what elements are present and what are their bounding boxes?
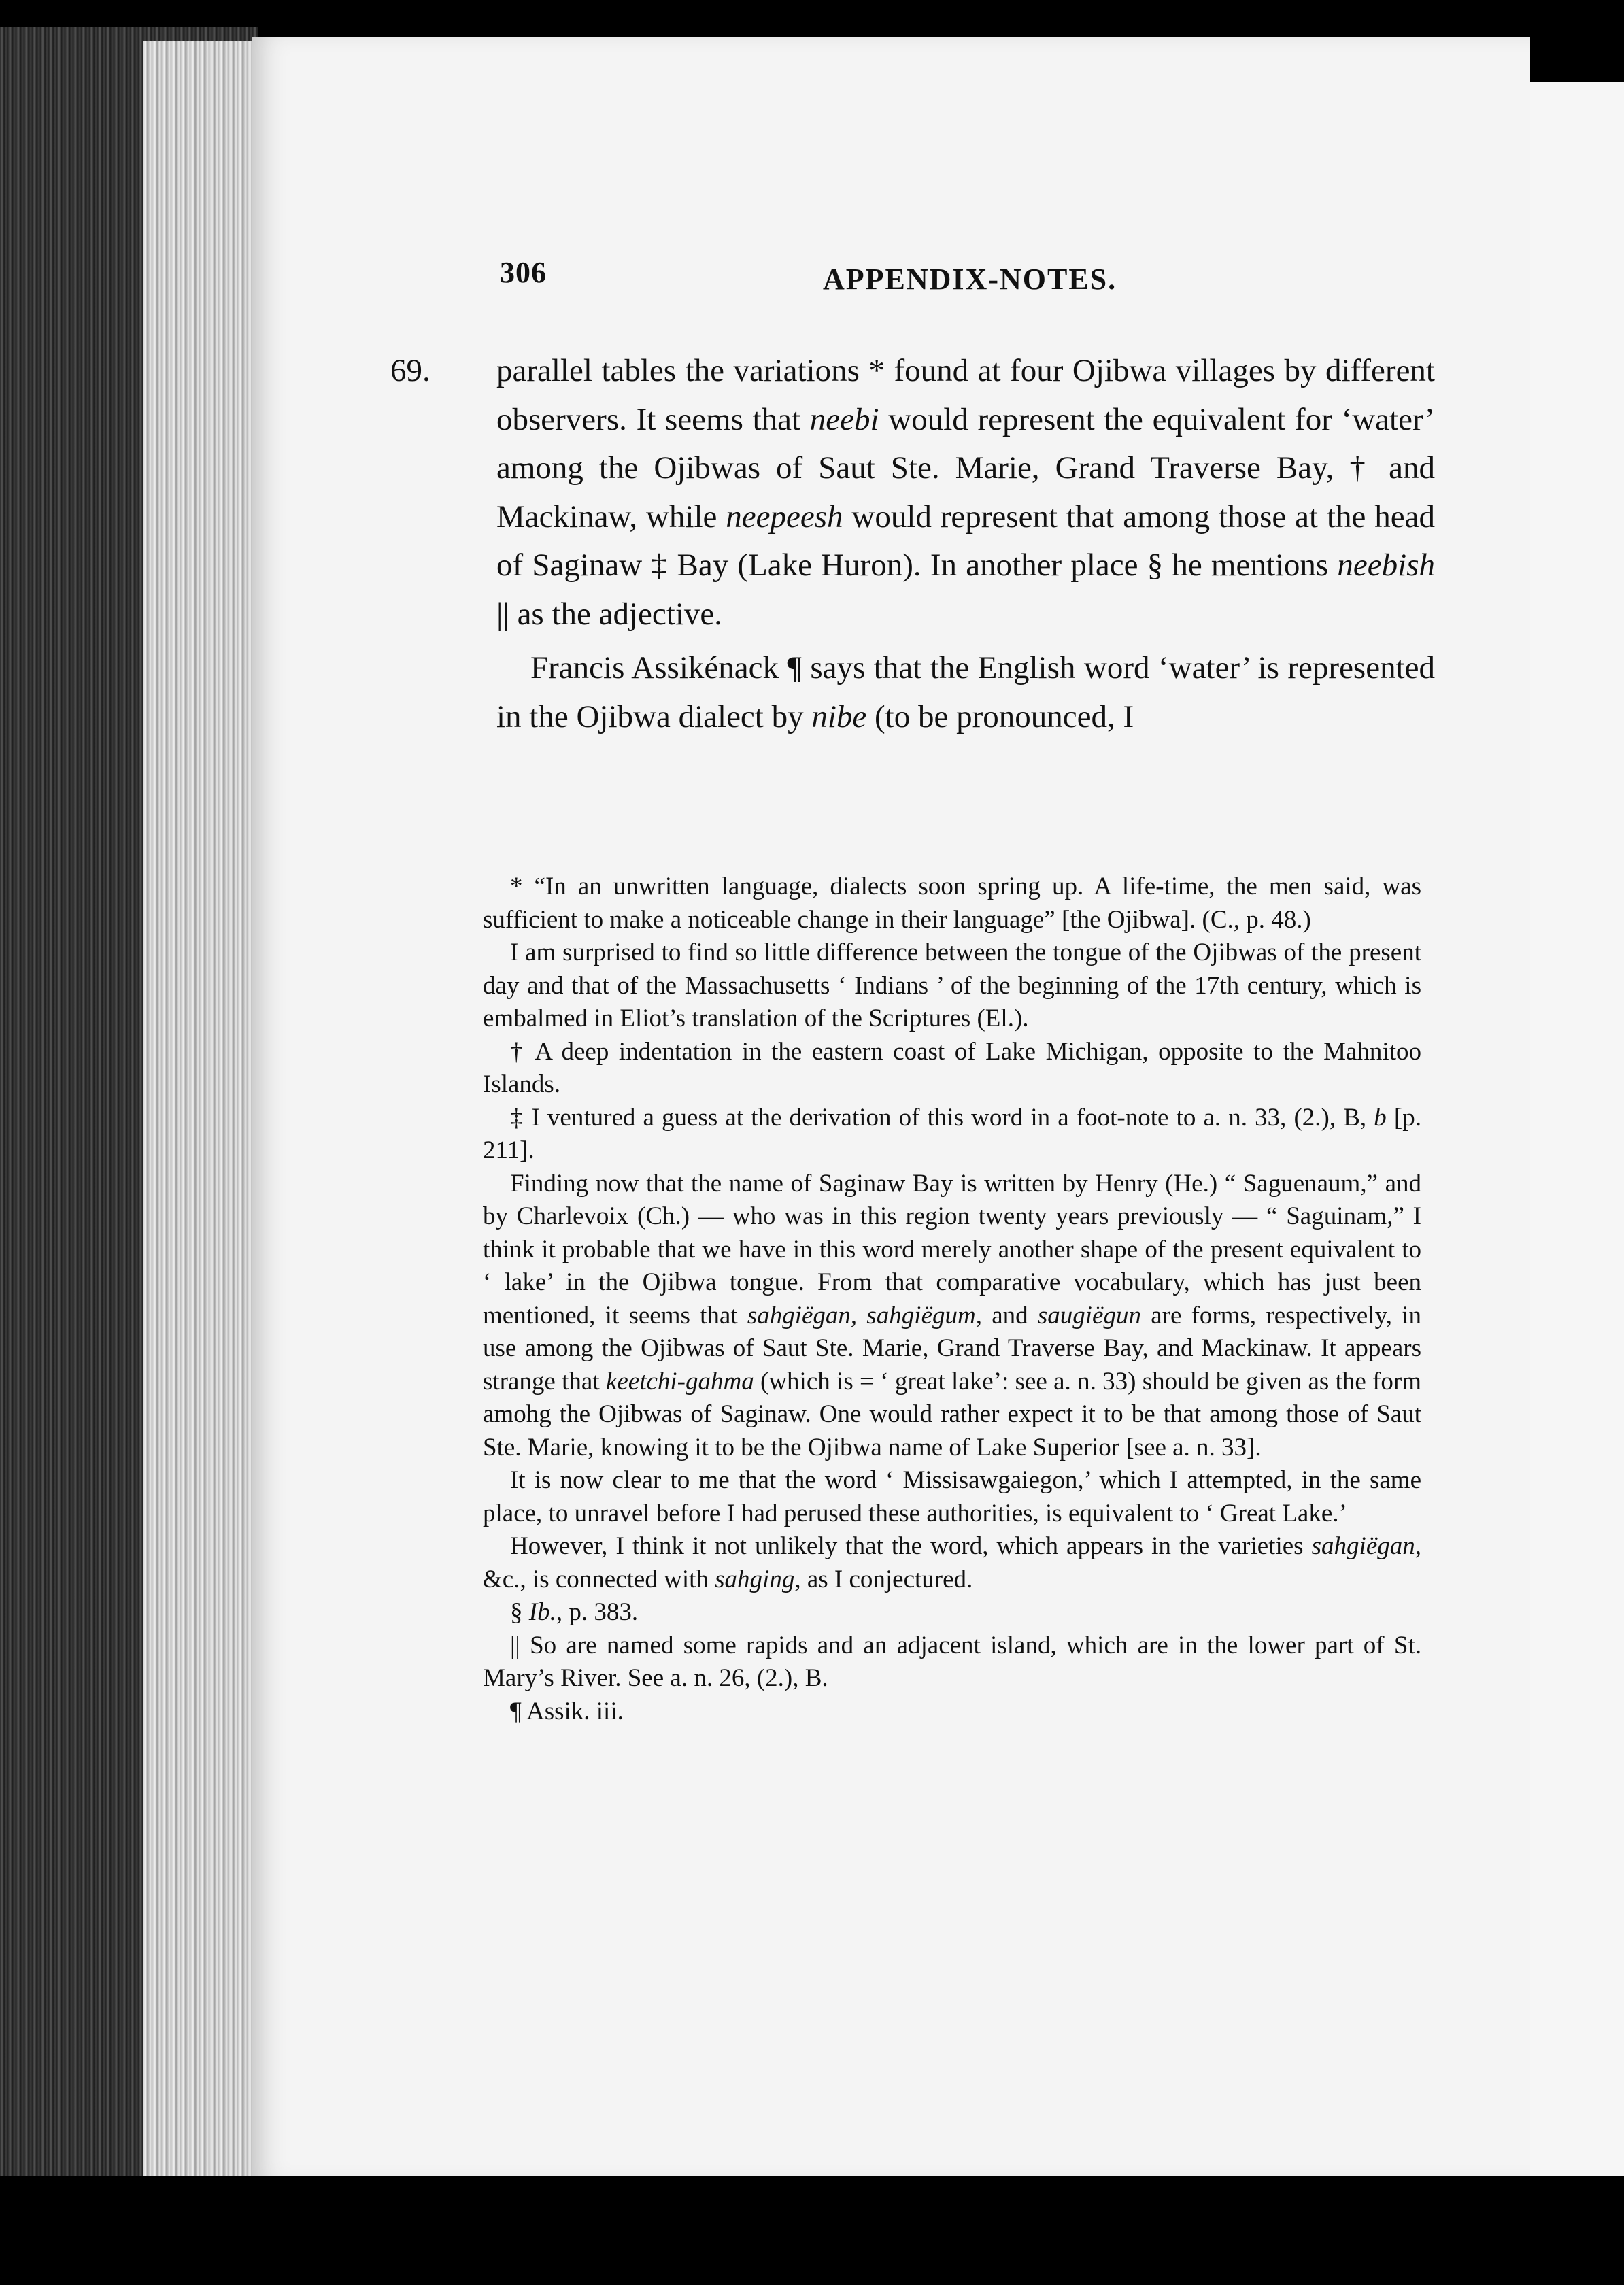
text-span: (which is = ‘ great lake’: see a. n. 33) should be given as the form amohg the Ojibwas of Saginaw. One would rather expect it to be that among those of Saut Ste. Marie, knowing it to be the Ojibwa name of Lake Superior [see a. n. 33].	[483, 1367, 1421, 1461]
italic-word: Ib.	[528, 1598, 556, 1626]
main-text	[390, 347, 1435, 741]
scan-background	[0, 2176, 1624, 2285]
italic-word: sahging,	[715, 1565, 801, 1593]
page-number: 306	[500, 256, 547, 289]
text-span: ‡ I ventured a guess at the derivation of this word in a foot-note to a. n. 33, (2.), B,	[510, 1103, 1374, 1132]
running-head: APPENDIX-NOTES.	[823, 263, 1117, 296]
italic-word: saugiëgun	[1037, 1301, 1141, 1330]
text-span: [p. 211].	[483, 1103, 1421, 1164]
italic-word: b	[1374, 1103, 1387, 1132]
paragraph-number: 69.	[390, 353, 430, 388]
text-span: &c., is connected with	[483, 1565, 715, 1593]
footnote-dagger: † A deep indentation in the eastern coast of Lake Michigan, opposite to the Mahnitoo Islands.	[483, 1037, 1421, 1098]
text-span: Francis Assikénack ¶ says that the English word ‘water’ is represented in the Ojibwa dialect by	[496, 650, 1435, 734]
text-span: as I conjectured.	[800, 1565, 973, 1593]
text-span: and	[981, 1301, 1038, 1330]
footnote-section	[483, 1596, 1421, 1629]
paragraph-assikenack	[496, 644, 1435, 741]
footnote-double-dagger-cont	[483, 1168, 1421, 1465]
text-span: would represent the equivalent for ‘water’ among the Ojibwas of Saut Ste. Marie, Grand Traverse Bay, † and Mackinaw, while	[496, 401, 1435, 535]
text-span: || as the adjective.	[496, 596, 723, 632]
italic-word: neebish	[1337, 547, 1435, 583]
italic-word: nibe	[811, 698, 867, 734]
footnote-parallel: || So are named some rapids and an adjacent island, which are in the lower part of St. Mary’s River. See a. n. 26, (2.), B.	[483, 1631, 1421, 1692]
italic-word: neepeesh	[726, 498, 843, 535]
footnote-asterisk-cont: I am surprised to find so little difference between the tongue of the Ojibwas of the present day and that of the Massachusetts ‘ Indians ’ of the beginning of the 17th century, which is embalmed in Eliot’s translation of the Scriptures (El.).	[483, 938, 1421, 1032]
footnote-double-dagger	[483, 1102, 1421, 1168]
italic-word: sahgiëgan,	[747, 1301, 858, 1330]
text-span: Finding now that the name of Saginaw Bay is written by Henry (He.) “ Saguenaum,” and by Charlevoix (Ch.) — who was in this region twenty years previously — “ Saguinam,” I think it probable that we have in this word merely another shape of the present equivalent to ‘ lake’ in the Ojibwa tongue. From that comparative vocabulary, which has just been mentioned, it seems that	[483, 1169, 1421, 1330]
footnote-double-dagger-cont3	[483, 1530, 1421, 1596]
footnote-asterisk: * “In an unwritten language, dialects soon spring up. A life-time, the men said, was sufficient to make a noticeable change in their language” [the Ojibwa]. (C., p. 48.)	[483, 873, 1421, 934]
italic-word: sahgiëgum,	[866, 1301, 982, 1330]
text-span: However, I think it not unlikely that the word, which appears in the varieties	[510, 1532, 1312, 1560]
paragraph-69	[390, 347, 1435, 639]
text-span: would represent that among those at the head of Saginaw ‡ Bay (Lake Huron). In another place § he mentions	[496, 498, 1435, 583]
text-span: (to be pronounced, I	[866, 698, 1134, 734]
italic-word: keetchi-gahma	[605, 1367, 754, 1395]
text-span: parallel tables the variations * found at four Ojibwa villages by different observers. It seems that	[496, 353, 1435, 437]
text-span: §	[510, 1598, 529, 1626]
footnote-pilcrow: ¶ Assik. iii.	[510, 1697, 624, 1725]
italic-word: neebi	[809, 401, 879, 437]
text-span: are forms, respectively, in use among the Ojibwas of Saut Ste. Marie, Grand Traverse Bay, and Mackinaw. It appears strange that	[483, 1301, 1421, 1395]
page-stack-edge	[143, 41, 258, 2183]
italic-word: sahgiëgan,	[1311, 1532, 1421, 1560]
text-span: , p. 383.	[556, 1598, 639, 1626]
footnote-double-dagger-cont2: It is now clear to me that the word ‘ Missisawgaiegon,’ which I attempted, in the same place, to unravel before I had perused these authorities, is equivalent to ‘ Great Lake.’	[483, 1466, 1421, 1527]
footnotes	[483, 870, 1421, 1728]
